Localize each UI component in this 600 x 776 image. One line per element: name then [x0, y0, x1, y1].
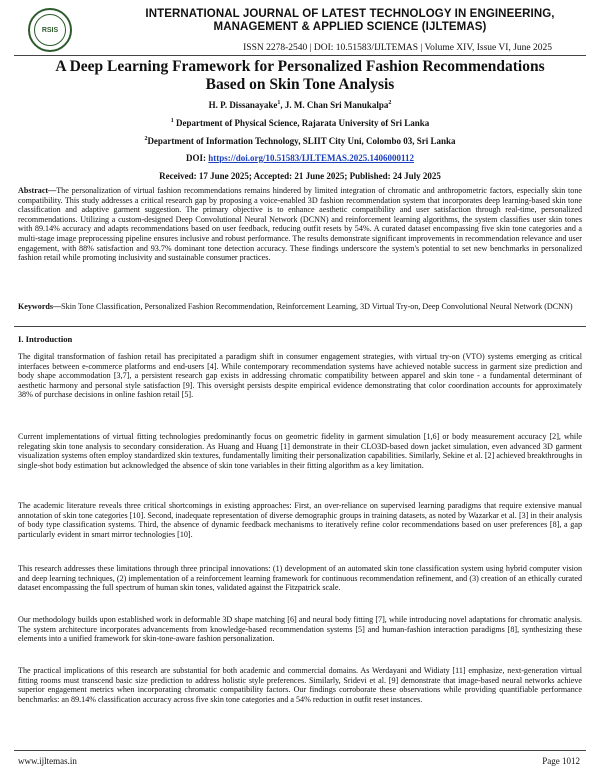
author-1: H. P. Dissanayake [208, 100, 278, 110]
author-2: , J. M. Chan Sri Manukalpa [280, 100, 389, 110]
affiliation-2 [20, 136, 580, 146]
journal-logo [28, 8, 72, 52]
header-rule [14, 55, 586, 56]
section-rule [14, 326, 586, 327]
footer-website: www.ijltemas.in [18, 756, 77, 766]
intro-paragraph-4: This research addresses these limitations through three principal innovations: (1) development of an automated skin tone classification system using hybrid computer vision and deep learning techniques, (2) implementation of a reinforcement learning framework for continuous recommendation refinement, and (3) creation of an ethically curated dataset encompassing the full spectrum of human skin tones, validated against the Fitzpatrick scale. [18, 564, 582, 593]
footer-page-number: Page 1012 [542, 756, 580, 766]
section-heading-introduction: I. Introduction [18, 334, 73, 344]
issn-line: ISSN 2278-2540 | DOI: 10.51583/IJLTEMAS | Volume XIV, Issue VI, June 2025 [243, 43, 552, 53]
affiliation-1-text: Department of Physical Science, Rajarata University of Sri Lanka [173, 118, 430, 128]
intro-paragraph-1: The digital transformation of fashion retail has precipitated a paradigm shift in consumer engagement strategies, with virtual try-on (VTO) systems emerging as critical interfaces between e-commerce platforms and end-users [4]. While contemporary recommendation systems have achieved notable success in garment size prediction and body shape accommodation [3,7], a persistent research gap exists in addressing chromatic compatibility between apparel and skin tone - a fundamental determinant of aesthetic harmony and personal style satisfaction [9]. This oversight persists despite empirical evidence demonstrating that color coordination accounts for approximately 38% of purchase decisions in online fashion retail [5]. [18, 352, 582, 400]
abstract [18, 186, 582, 263]
author-2-sup: 2 [388, 100, 392, 106]
affiliation-2-sup: 2 [144, 136, 148, 142]
affiliation-1-sup: 1 [170, 118, 174, 124]
author-line [20, 100, 580, 110]
intro-paragraph-3: The academic literature reveals three critical shortcomings in existing approaches: First, an over-reliance on supervised learning paradigms that require extensive manual annotation of skin tone categories [10]. Second, inadequate representation of diverse demographic groups in training datasets, as noted by Wazarkar et al. [3] in their analysis of body type classification systems. Third, the absence of dynamic feedback mechanisms to iteratively refine color recommendations based on user preferences [8], a gap particularly evident in smart mirror technologies [10]. [18, 501, 582, 539]
intro-paragraph-6: The practical implications of this research are substantial for both academic and commercial domains. As Werdayani and Widiaty [11] emphasize, next-generation virtual fitting rooms must transcend basic size prediction to address holistic style preferences. Similarly, Sridevi et al. [9] demonstrate that image-based neural networks achieve superior engagement metrics when incorporating chromatic compatibility factors. Our findings corroborate these observations while providing quantifiable performance benchmarks: an 89.14% classification accuracy across five skin tone categories and a 54% reduction in outfit reset instances. [18, 666, 582, 704]
keywords-label: Keywords— [18, 302, 62, 311]
keywords-text: Skin Tone Classification, Personalized Fashion Recommendation, Reinforcement Learning, 3D Virtual Try-on, Deep Convolutional Neural Network (DCNN) [61, 302, 573, 311]
logo-text: RSIS [34, 14, 66, 46]
dates-line: Received: 17 June 2025; Accepted: 21 June 2025; Published: 24 July 2025 [159, 171, 441, 181]
footer-rule [14, 750, 586, 751]
journal-title: INTERNATIONAL JOURNAL OF LATEST TECHNOLOGY IN ENGINEERING, MANAGEMENT & APPLIED SCIENCE (IJLTEMAS) [145, 8, 555, 33]
affiliation-1 [20, 118, 580, 128]
doi-line [20, 153, 580, 163]
affiliation-2-text: Department of Information Technology, SLIIT City Uni, Colombo 03, Sri Lanka [147, 136, 456, 146]
author-1-sup: 1 [277, 100, 281, 106]
keywords [18, 302, 582, 312]
intro-paragraph-2: Current implementations of virtual fitting technologies predominantly focus on geometric fidelity in garment simulation [1,6] or body measurement accuracy [2], while relegating skin tone analysis to secondary consideration. As Huang and Huang [1] demonstrate in their CLO3D-based down jacket simulation, even advanced 3D garment visualization systems often employ standardized skin textures, fundamentally limiting their personalization capabilities. Similarly, Sekine et al. [2] achieved breakthroughs in single-shot body estimation but acknowledged the absence of skin tone variables in their fitting algorithm as a key limitation. [18, 432, 582, 470]
abstract-label: Abstract— [18, 186, 57, 195]
abstract-text: The personalization of virtual fashion recommendations remains hindered by limited integration of chromatic and anthropometric factors, especially skin tone compatibility. This study addresses a critical research gap by proposing a voice-enabled 3D fashion recommendation system that incorporates deep learning-based skin tone classification and adaptive garment suggestion. The primary objective is to enhance aesthetic compatibility and user satisfaction through real-time, personalized recommendations. Utilizing a custom-designed Deep Convolutional Neural Network (DCNN) and reinforcement learning algorithms, the system classifies user skin tones with 89.14% accuracy and adapts recommendations based on user feedback, reducing outfit resets by 54%. A curated dataset encompassing five skin tone categories and a multi-stage image preprocessing pipeline ensures inclusive and robust performance. The results demonstrate significant improvements in recommendation relevance and user engagement, with 88% satisfaction and 93.7% dominant tone detection accuracy. These findings underscore the system's potential to set new benchmarks in personalized fashion retail while promoting inclusivity and sustainable consumer practices. [18, 186, 582, 263]
intro-paragraph-5: Our methodology builds upon established work in deformable 3D shape matching [6] and neural body fitting [7], while introducing novel adaptations for chromatic analysis. The system architecture incorporates advancements from knowledge-based recommendation systems [5] and human-fashion interaction paradigms [8], synthesizing these elements into a unified framework for skin-tone-aware fashion personalization. [18, 615, 582, 644]
doi-link[interactable]: https://doi.org/10.51583/IJLTEMAS.2025.1406000112 [208, 153, 414, 163]
paper-title: A Deep Learning Framework for Personalized Fashion Recommendations Based on Skin Tone Analysis [55, 58, 545, 93]
doi-label: DOI: [186, 153, 209, 163]
